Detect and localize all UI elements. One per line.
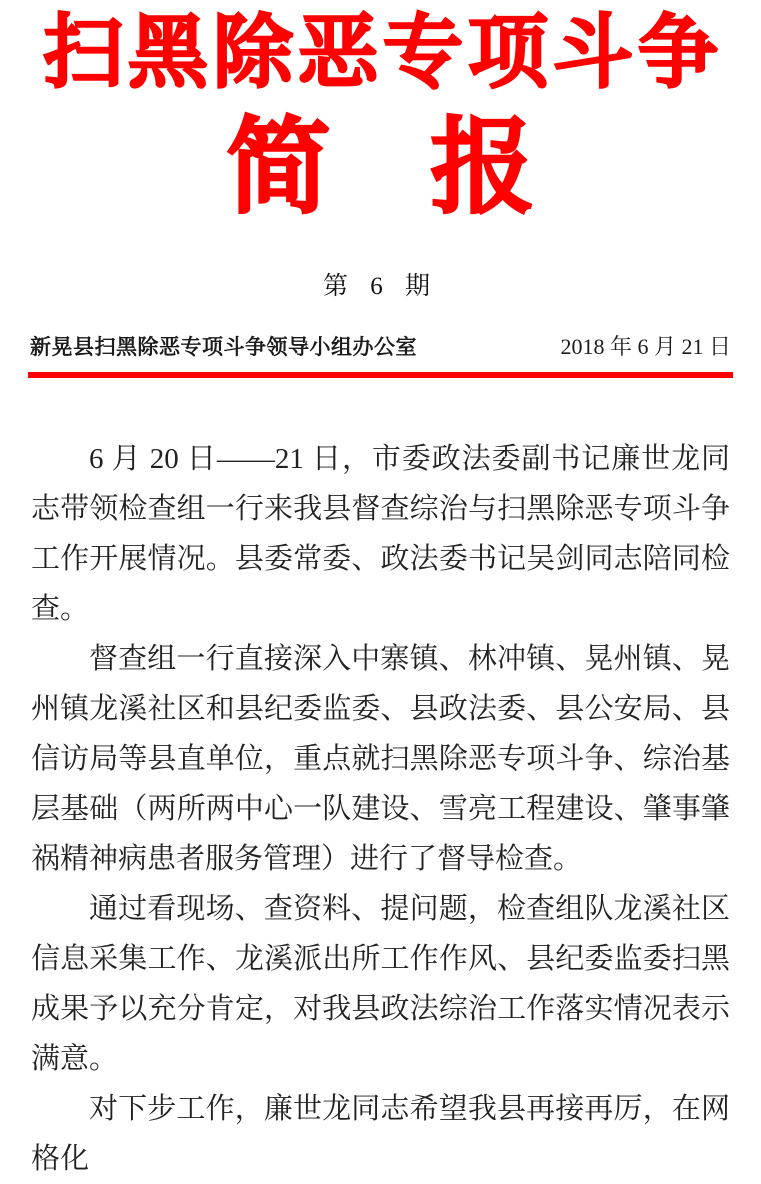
bulletin-page (0, 6, 761, 1175)
masthead-title: 扫黑除恶专项斗争 (43, 6, 723, 99)
masthead-subtitle (0, 105, 761, 228)
subtitle-char-1: 简 (226, 105, 331, 228)
body-paragraph: 对下步工作，廉世龙同志希望我县再接再厉，在网格化 (31, 1092, 730, 1175)
body-paragraph: 督查组一行直接深入中寨镇、林冲镇、晃州镇、晃州镇龙溪社区和县纪委监委、县政法委、县公安局、县信访局等县直单位，重点就扫黑除恶专项斗争、综治基层基础（两所两中心一队建设、雪亮工程建设、肇事肇祸精神病患者服务管理）进行了督导检查。 (31, 642, 730, 875)
subtitle-char-2: 报 (430, 105, 535, 228)
body-paragraph: 6 月 20 日——21 日，市委政法委副书记廉世龙同志带领检查组一行来我县督查综治与扫黑除恶专项斗争工作开展情况。县委常委、政法委书记吴剑同志陪同检查。 (31, 442, 730, 625)
red-divider (28, 372, 733, 378)
issue-number: 第 6 期 (322, 272, 438, 300)
issuing-office: 新晃县扫黑除恶专项斗争领导小组办公室 (30, 334, 417, 359)
body-paragraph: 通过看现场、查资料、提问题，检查组队龙溪社区信息采集工作、龙溪派出所工作作风、县纪委监委扫黑成果予以充分肯定，对我县政法综治工作落实情况表示满意。 (31, 892, 730, 1075)
document-body (31, 434, 730, 1184)
issue-date: 2018 年 6 月 21 日 (560, 333, 731, 359)
meta-row (30, 330, 731, 361)
